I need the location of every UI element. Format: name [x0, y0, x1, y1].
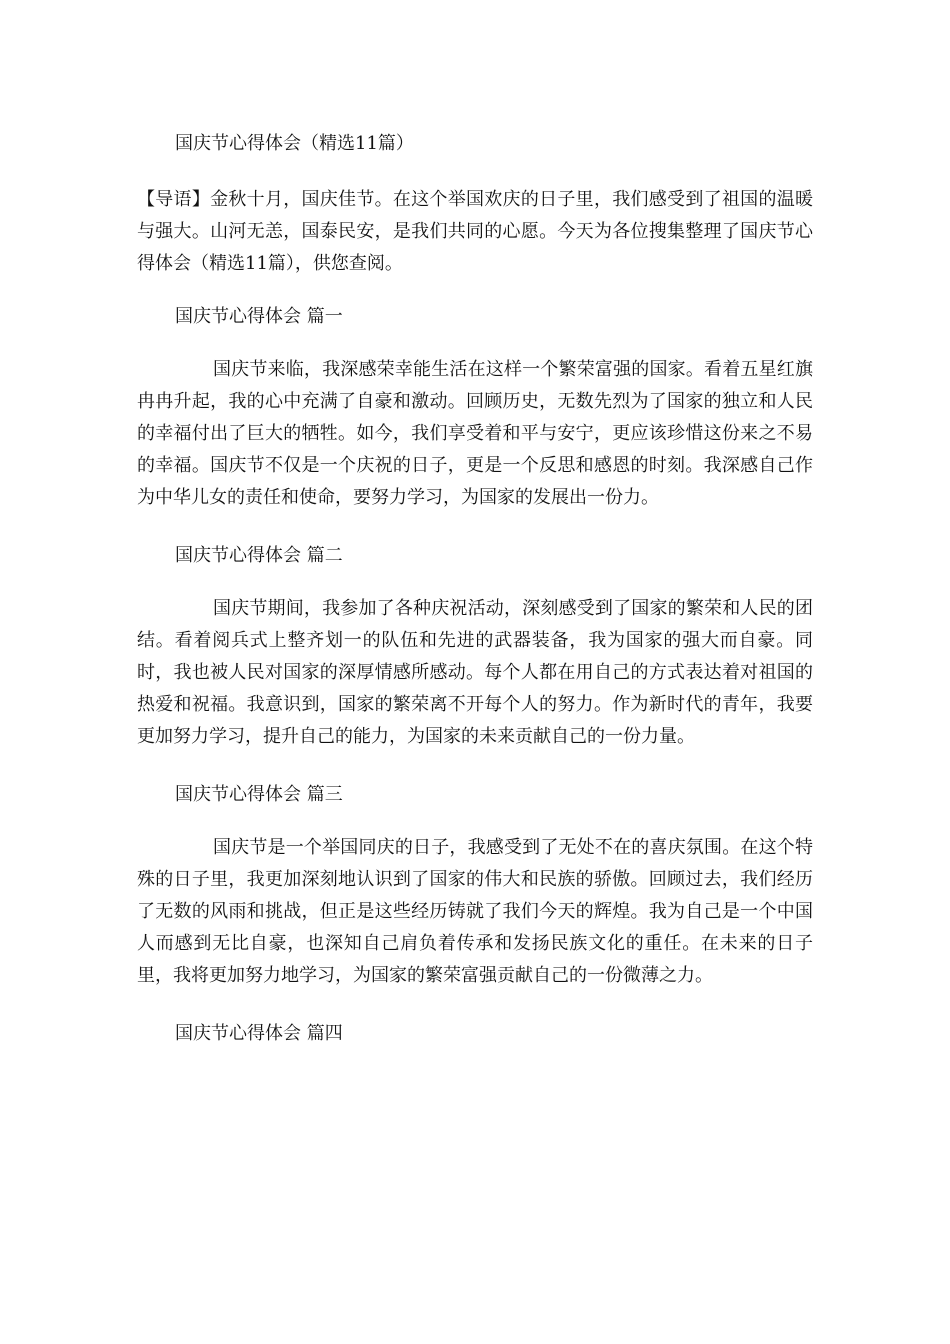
section-body-1: 国庆节来临，我深感荣幸能生活在这样一个繁荣富强的国家。看着五星红旗冉冉升起，我的心中充满了自豪和激动。回顾历史，无数先烈为了国家的独立和人民的幸福付出了巨大的牺牲。如今，我们享受着和平与安宁，更应该珍惜这份来之不易的幸福。国庆节不仅是一个庆祝的日子，更是一个反思和感恩的时刻。我深感自己作为中华儿女的责任和使命，要努力学习，为国家的发展出一份力。 — [137, 359, 813, 508]
spacer — [137, 811, 813, 832]
spacer — [137, 333, 813, 354]
section-heading-2: 国庆节心得体会 篇二 — [175, 545, 343, 566]
document-title: 国庆节心得体会（精选11篇） — [175, 133, 414, 154]
section-heading-3: 国庆节心得体会 篇三 — [175, 784, 343, 805]
spacer — [137, 753, 813, 779]
intro-paragraph: 【导语】金秋十月，国庆佳节。在这个举国欢庆的日子里，我们感受到了祖国的温暖与强大。山河无恙，国泰民安，是我们共同的心愿。今天为各位搜集整理了国庆节心得体会（精选11篇），供您查阅。 — [137, 189, 813, 274]
spacer — [137, 280, 813, 301]
section-heading-1: 国庆节心得体会 篇一 — [175, 306, 343, 327]
spacer — [137, 992, 813, 1018]
spacer — [137, 160, 813, 184]
spacer — [137, 514, 813, 540]
spacer — [137, 572, 813, 593]
section-heading-4: 国庆节心得体会 篇四 — [175, 1023, 343, 1044]
section-body-3: 国庆节是一个举国同庆的日子，我感受到了无处不在的喜庆氛围。在这个特殊的日子里，我更加深刻地认识到了国家的伟大和民族的骄傲。回顾过去，我们经历了无数的风雨和挑战，但正是这些经历铸就了我们今天的辉煌。我为自己是一个中国人而感到无比自豪，也深知自己肩负着传承和发扬民族文化的重任。在未来的日子里，我将更加努力地学习，为国家的繁荣富强贡献自己的一份微薄之力。 — [137, 837, 813, 986]
section-body-2: 国庆节期间，我参加了各种庆祝活动，深刻感受到了国家的繁荣和人民的团结。看着阅兵式上整齐划一的队伍和先进的武器装备，我为国家的强大而自豪。同时，我也被人民对国家的深厚情感所感动。每个人都在用自己的方式表达着对祖国的热爱和祝福。我意识到，国家的繁荣离不开每个人的努力。作为新时代的青年，我要更加努力学习，提升自己的能力，为国家的未来贡献自己的一份力量。 — [137, 598, 813, 747]
document-page — [137, 128, 813, 1050]
